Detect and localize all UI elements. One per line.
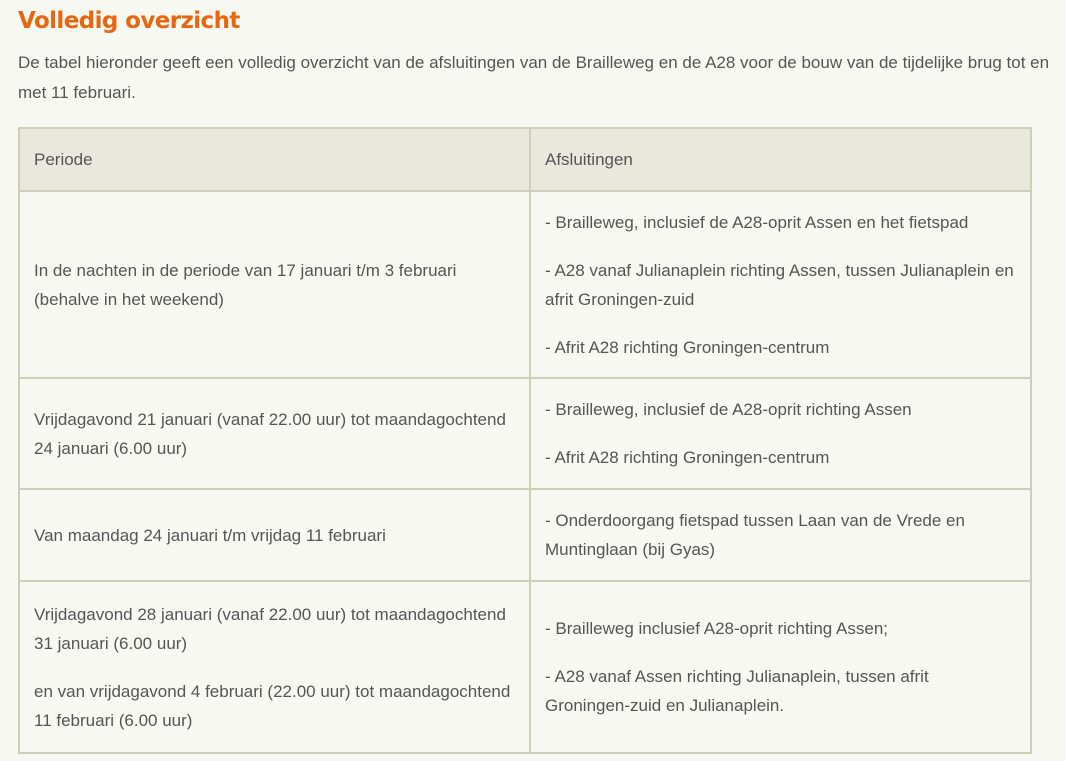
closure-item: - Brailleweg inclusief A28-oprit richting Assen; [545, 619, 888, 638]
afsluitingen-cell [530, 489, 1031, 581]
afsluitingen-cell [530, 191, 1031, 378]
table-row [19, 489, 1031, 581]
periode-text: Vrijdagavond 28 januari (vanaf 22.00 uur) tot maandagochtend 31 januari (6.00 uur) [34, 604, 506, 653]
periode-text: en van vrijdagavond 4 februari (22.00 uur) tot maandagochtend 11 februari (6.00 uur) [34, 681, 511, 730]
header-afsluitingen: Afsluitingen [530, 128, 1031, 191]
closure-item: - Afrit A28 richting Groningen-centrum [545, 448, 830, 467]
afsluitingen-cell [530, 378, 1031, 489]
periode-cell [19, 581, 530, 753]
closure-item: - Afrit A28 richting Groningen-centrum [545, 337, 830, 357]
table-header-row [19, 128, 1031, 191]
table-row [19, 191, 1031, 378]
section-title: Volledig overzicht [18, 8, 240, 34]
table-row [19, 378, 1031, 489]
periode-text: Vrijdagavond 21 januari (vanaf 22.00 uur) tot maandagochtend 24 januari (6.00 uur) [34, 409, 506, 458]
closure-item: - Brailleweg, inclusief de A28-oprit Assen en het fietspad [545, 212, 969, 232]
periode-cell [19, 489, 530, 581]
periode-cell [19, 378, 530, 489]
afsluitingen-cell [530, 581, 1031, 753]
closure-item: - A28 vanaf Assen richting Julianaplein, tussen afrit Groningen-zuid en Julianaplein. [545, 667, 929, 715]
periode-text: Van maandag 24 januari t/m vrijdag 11 februari [34, 525, 386, 545]
closure-item: - Onderdoorgang fietspad tussen Laan van de Vrede en Muntinglaan (bij Gyas) [545, 511, 965, 559]
header-periode: Periode [19, 128, 530, 191]
periode-cell [19, 191, 530, 378]
intro-paragraph: De tabel hieronder geeft een volledig overzicht van de afsluitingen van de Brailleweg en de A28 voor de bouw van de tijdelijke brug tot en met 11 februari. [18, 53, 1050, 102]
closure-item: - Brailleweg, inclusief de A28-oprit richting Assen [545, 400, 912, 419]
table-row [19, 581, 1031, 753]
periode-text: In de nachten in de periode van 17 januari t/m 3 februari (behalve in het weekend) [34, 260, 457, 309]
closures-table [18, 127, 1032, 754]
closure-item: - A28 vanaf Julianaplein richting Assen, tussen Julianaplein en afrit Groningen-zuid [545, 260, 1014, 309]
